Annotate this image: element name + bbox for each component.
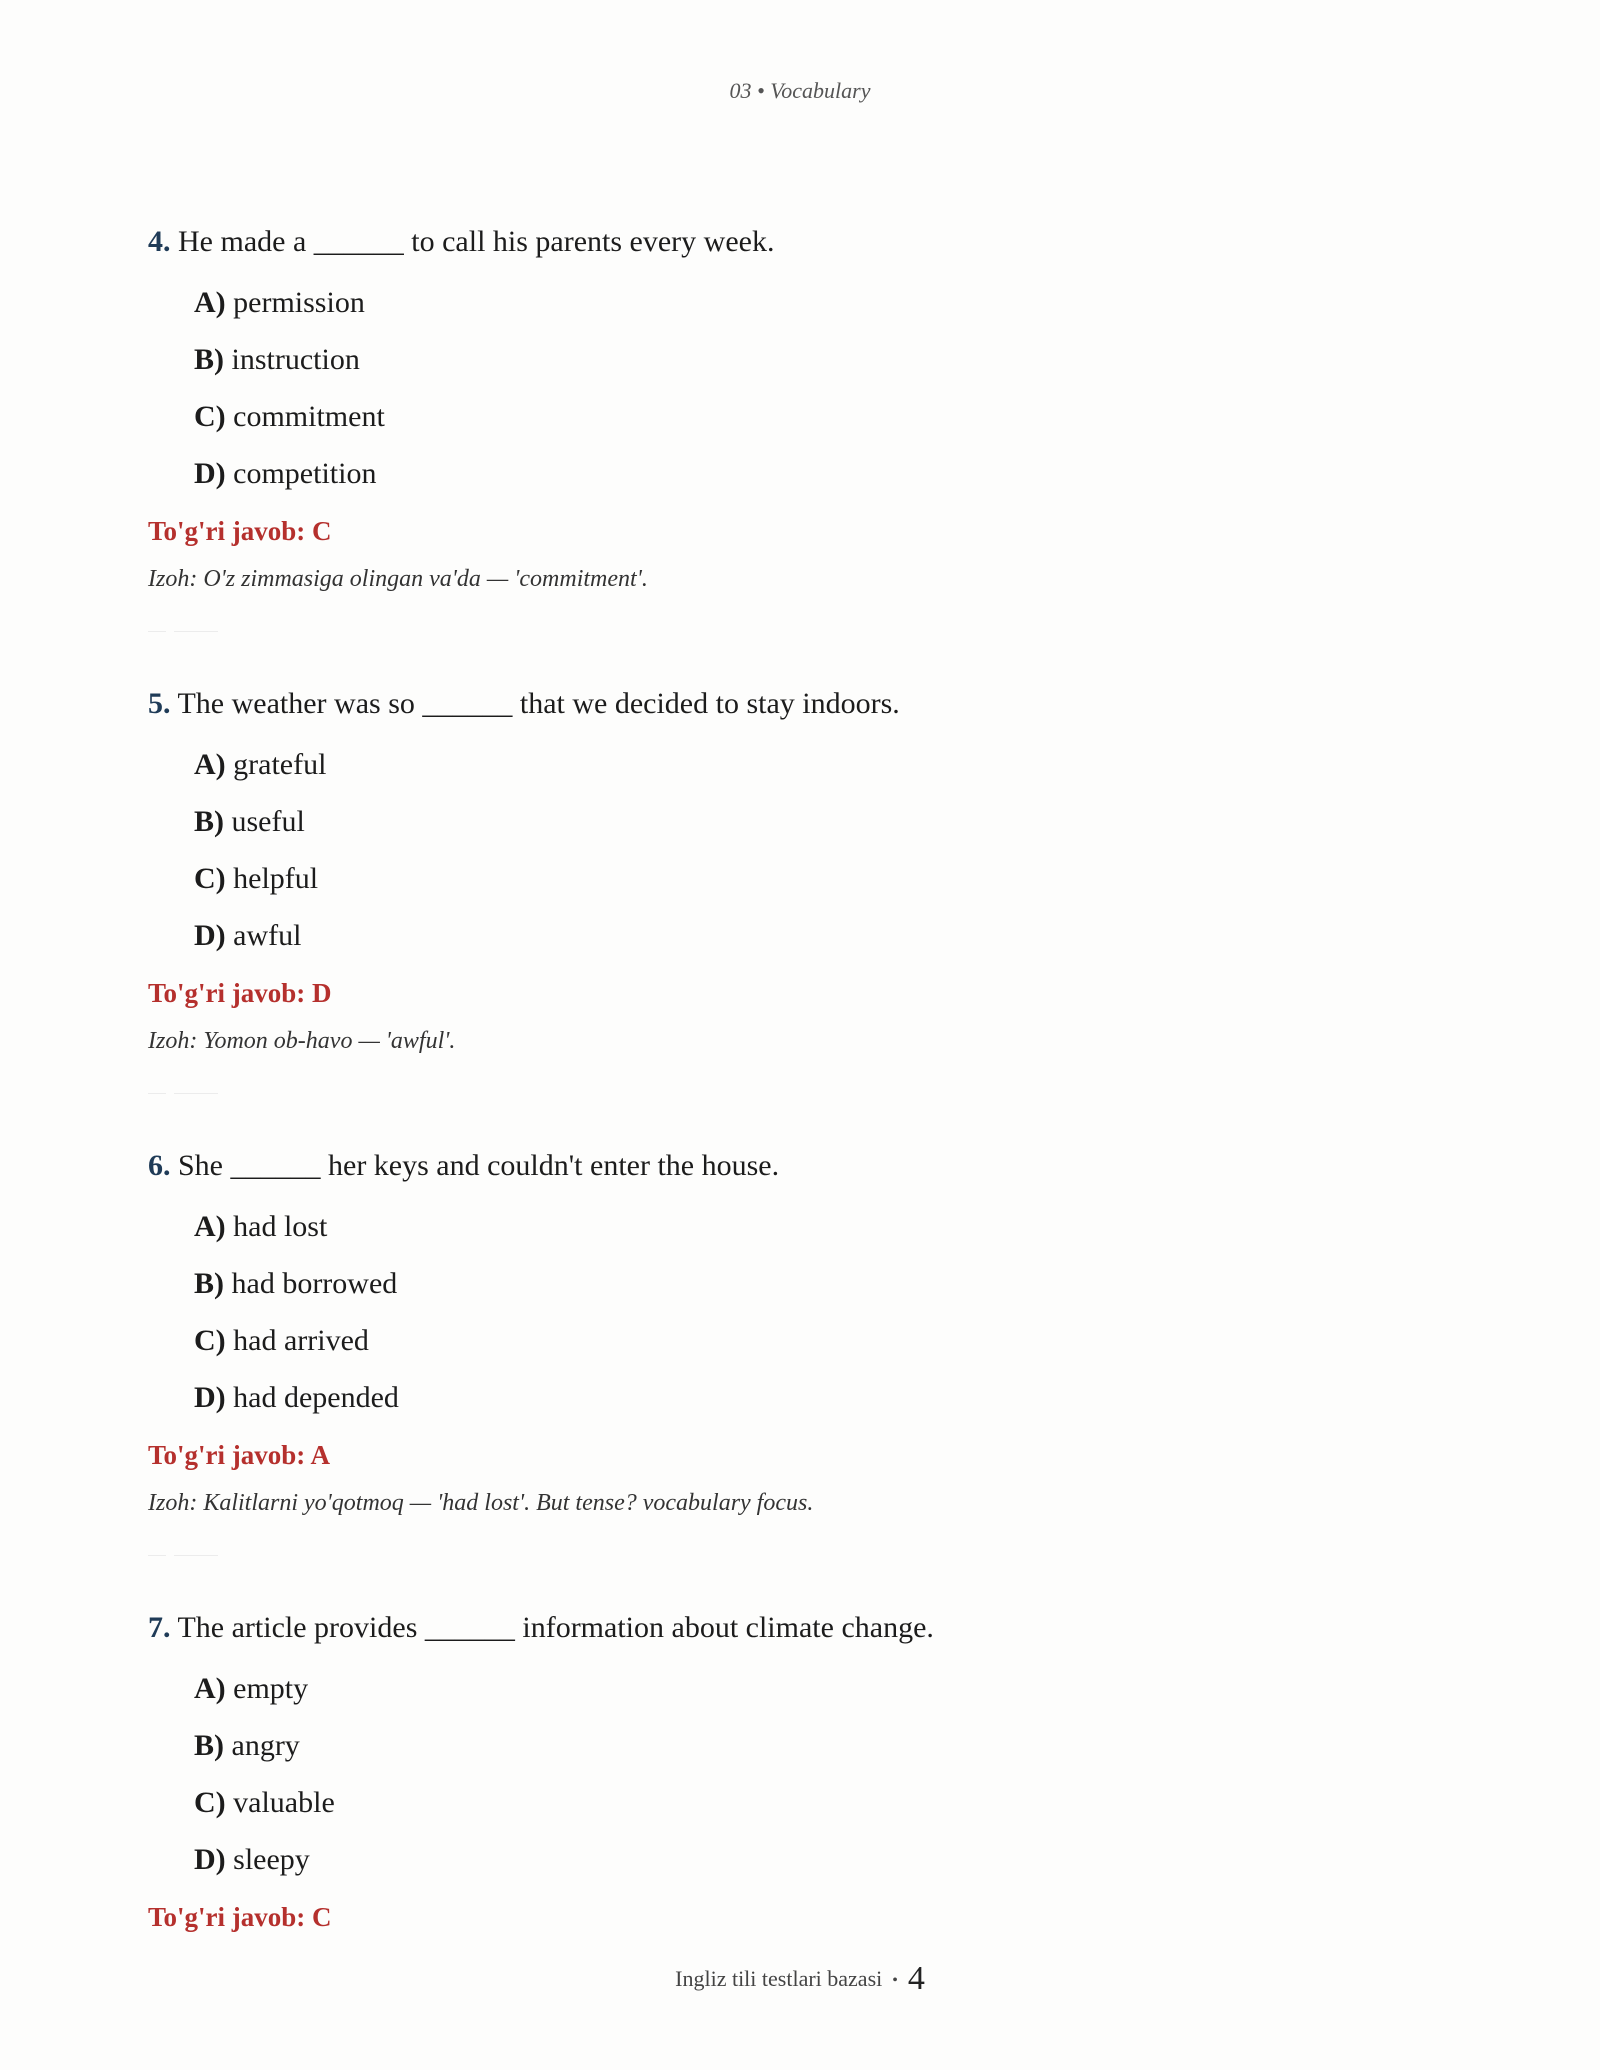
option-c: [194, 1774, 1448, 1831]
option-d: [194, 1831, 1448, 1888]
question-list: [148, 216, 1448, 2064]
option-letter: C): [194, 1324, 226, 1357]
question-text: She ______ her keys and couldn't enter the house.: [178, 1149, 780, 1182]
footer-separator: •: [892, 1971, 898, 1989]
option-letter: B): [194, 343, 224, 376]
correct-answer: To'g'ri javob: A: [148, 1440, 331, 1470]
option-letter: C): [194, 1786, 226, 1819]
page-footer: [0, 1960, 1600, 1998]
option-b: [194, 1717, 1448, 1774]
page-number: 4: [907, 1960, 925, 1997]
option-letter: D): [194, 457, 226, 490]
option-d: [194, 1369, 1448, 1426]
question-text: The weather was so ______ that we decided to stay indoors.: [177, 687, 900, 720]
option-text: empty: [233, 1672, 309, 1705]
option-text: instruction: [231, 343, 360, 376]
option-text: commitment: [233, 400, 385, 433]
option-text: grateful: [233, 748, 327, 781]
option-b: [194, 1255, 1448, 1312]
option-text: had depended: [233, 1381, 399, 1414]
option-letter: A): [194, 1672, 226, 1705]
question-stem: [148, 1602, 1448, 1654]
option-d: [194, 445, 1448, 502]
question-text: The article provides ______ information about climate change.: [177, 1611, 934, 1644]
option-text: awful: [233, 919, 302, 952]
correct-answer: To'g'ri javob: C: [148, 1902, 332, 1932]
options-list: [194, 1660, 1448, 1888]
option-letter: D): [194, 919, 226, 952]
options-list: [194, 1198, 1448, 1426]
option-a: [194, 1660, 1448, 1717]
option-text: useful: [231, 805, 305, 838]
question-stem: [148, 216, 1448, 268]
question-stem: [148, 1140, 1448, 1192]
option-text: had lost: [233, 1210, 328, 1243]
option-b: [194, 793, 1448, 850]
section-divider: [148, 622, 1448, 636]
option-text: sleepy: [233, 1843, 310, 1876]
options-list: [194, 736, 1448, 964]
option-text: helpful: [233, 862, 319, 895]
option-c: [194, 388, 1448, 445]
option-text: permission: [233, 286, 365, 319]
option-letter: D): [194, 1843, 226, 1876]
question-number: 6.: [148, 1149, 171, 1182]
option-text: valuable: [233, 1786, 335, 1819]
question-number: 4.: [148, 225, 171, 258]
question-6: [148, 1140, 1448, 1602]
question-stem: [148, 678, 1448, 730]
correct-answer: To'g'ri javob: D: [148, 978, 332, 1008]
option-letter: B): [194, 805, 224, 838]
option-letter: A): [194, 1210, 226, 1243]
option-text: angry: [231, 1729, 300, 1762]
option-letter: D): [194, 1381, 226, 1414]
option-a: [194, 274, 1448, 331]
explanation: Izoh: Kalitlarni yo'qotmoq — 'had lost'. But tense? vocabulary focus.: [148, 1490, 814, 1516]
option-text: competition: [233, 457, 377, 490]
section-divider: [148, 1084, 1448, 1098]
running-header: 03 • Vocabulary: [729, 78, 871, 103]
question-5: [148, 678, 1448, 1140]
section-divider: [148, 1546, 1448, 1560]
option-c: [194, 850, 1448, 907]
option-text: had borrowed: [231, 1267, 398, 1300]
options-list: [194, 274, 1448, 502]
question-4: [148, 216, 1448, 678]
question-number: 7.: [148, 1611, 171, 1644]
explanation: Izoh: Yomon ob-havo — 'awful'.: [148, 1028, 456, 1054]
option-d: [194, 907, 1448, 964]
question-text: He made a ______ to call his parents every week.: [178, 225, 775, 258]
option-a: [194, 1198, 1448, 1255]
option-letter: A): [194, 286, 226, 319]
option-letter: C): [194, 862, 226, 895]
option-letter: B): [194, 1729, 224, 1762]
option-letter: B): [194, 1267, 224, 1300]
option-a: [194, 736, 1448, 793]
option-letter: C): [194, 400, 226, 433]
correct-answer: To'g'ri javob: C: [148, 516, 332, 546]
option-b: [194, 331, 1448, 388]
option-text: had arrived: [233, 1324, 369, 1357]
explanation: Izoh: O'z zimmasiga olingan va'da — 'commitment'.: [148, 566, 648, 592]
question-number: 5.: [148, 687, 171, 720]
footer-book-title: Ingliz tili testlari bazasi: [675, 1966, 883, 1991]
option-c: [194, 1312, 1448, 1369]
option-letter: A): [194, 748, 226, 781]
